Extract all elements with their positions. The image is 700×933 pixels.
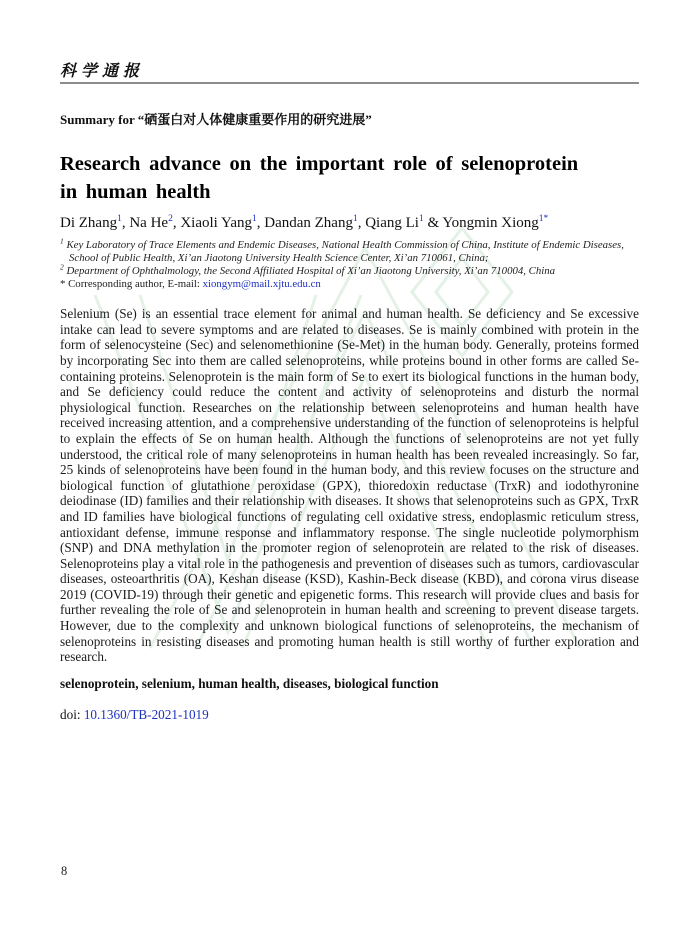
title-line-2: in human health xyxy=(60,180,211,203)
author-superscript[interactable]: 1 xyxy=(117,214,122,224)
author-name: Di Zhang xyxy=(60,215,118,231)
author-separator: , xyxy=(121,215,130,231)
abstract-text: Selenium (Se) is an essential trace element for animal and human health. Se deficiency and Se excessive intake can lead to severe symptoms and are related to diseases. Se is mainly combined with protein in the form of selenocysteine (Sec) and selenomethionine (Se-Met) in the human body. Generally, proteins formed by incorporating Sec into them are called selenoproteins, while proteins bound in other forms are called Se-containing proteins. Selenoprotein is the main form of Se to exert its biological functions in the human body, and Se deficiency could reduce the content and activity of selenoproteins and disturb the normal physiological function. Researches on the relationship between selenoproteins and human health have received increasing attention, and a comprehensive understanding of the function of selenoproteins is helpful to explain the effects of Se on human health. Although the functions of selenoproteins are not yet fully understood, the critical role of many selenoproteins in human health has been revealed increasingly. So far, 25 kinds of selenoproteins have been found in the human body, and this review focuses on the structure and biological function of glutathione peroxidase (GPX), thioredoxin reductase (TrxR) and iodothyronine deiodinase (ID) families and their relationship with diseases. It shows that selenoproteins such as GPX, TrxR and ID families have biological functions of regulating cell oxidative stress, endoplasmic reticulum stress, antioxidant defense, immune response and inflammatory response. The single nucleotide polymorphism (SNP) and DNA methylation in the promoter region of selenoprotein are related to the risk of diseases. Selenoproteins play a vital role in the pathogenesis and prevention of diseases such as tumors, cardiovascular diseases, osteoarthritis (OA), Keshan disease (KSD), Kashin-Beck disease (KBD), and corona virus disease 2019 (COVID-19) through their genetic and epigenetic forms. This research will provide clues and basis for further revealing the role of Se and selenoprotein in human health and screening to prevent disease targets. However, due to the complexity and unknown biological functions of selenoproteins, the mechanism of selenoproteins in resisting diseases and promoting human health is still worthy of further exploration and research. xyxy=(60,306,639,665)
author-superscript[interactable]: 1 xyxy=(418,214,424,224)
author-name: Qiang Li xyxy=(365,215,419,231)
author-superscript[interactable]: 1 xyxy=(352,214,358,224)
author-name: Dandan Zhang xyxy=(264,215,353,231)
author-separator: , xyxy=(357,215,366,231)
author-superscript[interactable]: 1 xyxy=(252,214,257,224)
page-title xyxy=(60,151,639,206)
author-separator: , xyxy=(172,215,181,231)
corresponding-line xyxy=(60,278,639,291)
page-number: 8 xyxy=(61,864,68,878)
masthead-rule xyxy=(60,58,639,84)
author-name: Yongmin Xiong xyxy=(442,215,539,231)
affiliation-marker: 2 xyxy=(60,262,64,271)
email-link[interactable]: xiongym@mail.xjtu.edu.cn xyxy=(202,278,321,291)
affiliation-text: Department of Ophthalmology, the Second Affiliated Hospital of Xi’an Jiaotong University, Xi’an 710004, China xyxy=(63,264,556,277)
journal-logo: 科学通报 xyxy=(60,63,145,80)
doi-link[interactable]: 10.1360/TB-2021-1019 xyxy=(83,706,209,722)
keywords-line: selenoprotein, selenium, human health, diseases, biological function xyxy=(60,675,439,691)
doi-line xyxy=(60,707,639,723)
author-superscript[interactable]: 2 xyxy=(168,214,173,224)
affiliation-item xyxy=(60,262,639,278)
summary-line xyxy=(60,109,639,128)
authors-line xyxy=(60,215,639,232)
affiliations xyxy=(60,236,639,277)
doi-label: doi: xyxy=(60,706,84,722)
affiliation-text: Key Laboratory of Trace Elements and Endemic Diseases, National Health Commission of China, Institute of Endemic Diseases, School of Public Health, Xi’an Jiaotong University Health Science Center, Xi’an 710061, China; xyxy=(63,239,624,264)
author-superscript[interactable]: 1* xyxy=(538,214,549,224)
affiliation-item xyxy=(60,236,639,265)
affiliation-marker: 1 xyxy=(60,236,64,246)
summary-chinese-title: “硒蛋白对人体健康重要作用的研究进展” xyxy=(137,112,372,127)
author-name: Xiaoli Yang xyxy=(180,215,252,231)
title-line-1: Research advance on the important role of selenoprotein xyxy=(60,153,579,175)
author-separator: , xyxy=(256,215,265,231)
author-separator: & xyxy=(423,215,443,231)
author-name: Na He xyxy=(129,215,169,231)
summary-label: Summary for xyxy=(60,112,138,127)
corresponding-label: * Corresponding author, E-mail: xyxy=(60,278,203,291)
